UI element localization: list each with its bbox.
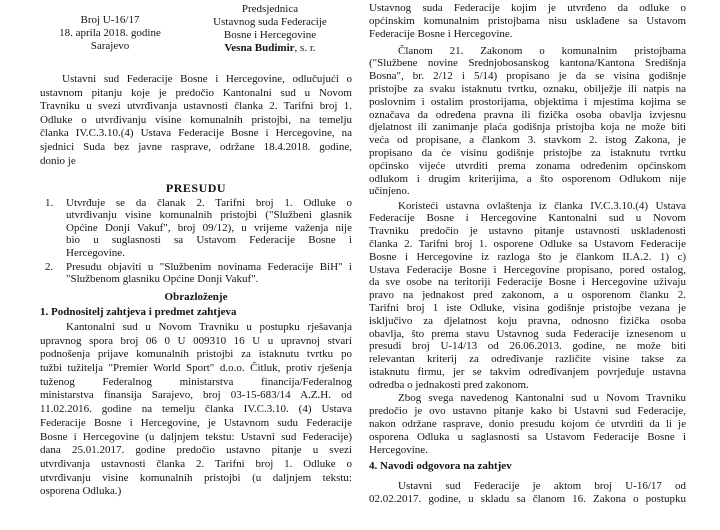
text-line: ("Službene novine Srednjobosanskog kantona/Kantona Središnja — [369, 57, 686, 70]
text-line: istaknutu firmu, jer se takvim određivanjem povrjeđuje ustavna — [369, 365, 686, 378]
decision-place: Sarajevo — [90, 40, 130, 52]
text-line: ustavnom pitanju koje je predočio Kantonalni sud u Novom — [40, 86, 352, 99]
text-line: Ustava Federacije Bosne i Hercegovine propisano, pored ostalog, — [369, 263, 686, 276]
text-line: Federacije Bosne i Hercegovine. — [369, 27, 513, 40]
text-line: pristojbe za svaku istaknutu tvrtku, oznaku, obilježje ili natpis na — [369, 82, 686, 95]
text-line: Hercegovine. — [369, 443, 428, 456]
text-line: djelatnost ili zanimanje plaća godišnja pristojba koja ne može biti — [369, 121, 686, 134]
text-line: općinsko vijeće utvrditi prema zonama određenim općinskom — [369, 159, 686, 172]
text-line: Tarifni broj 1 iste Odluke, visina godišnje pristojbe vezana je — [369, 301, 686, 314]
text-line: učinjeno. — [369, 185, 410, 198]
section-1-paragraph — [40, 321, 352, 499]
right-paragraph-3 — [369, 200, 686, 392]
court-name-line-1: Ustavnog suda Federacije — [213, 16, 327, 28]
text-line: Presudu objaviti u "Službenim novinama Federacije BiH" i — [66, 261, 352, 273]
item-text — [66, 261, 352, 286]
text-line: tuženog Federalnog ministarstva financija/Federalnog — [40, 375, 352, 388]
signer-suffix: , s. r. — [294, 42, 316, 54]
text-line: utvrđivanju visine komunalnih pristojbi ("Službeni glasnik — [66, 209, 352, 222]
text-line: poslovnim i ostalim prostorijama, objektima i mjestima kojima se — [369, 95, 686, 108]
court-name-line-2: Bosne i Hercegovine — [223, 29, 317, 41]
text-line: Bosne i Hercegovine iz razloga što je člankom II.A.2. 1) c) — [369, 250, 686, 263]
text-line: propisano da će visinu godišnje pristojbe za istaknutu tvrtku — [369, 146, 686, 159]
text-line: Članom 21. Zakonom o komunalnim pristojbama — [398, 44, 686, 57]
signer-line — [190, 42, 350, 55]
text-line: Koristeći ustavna ovlaštenja iz članka IV.C.3.10.(4) Ustava — [398, 199, 686, 212]
signature-block — [190, 3, 350, 55]
text-line: Općine Donji Vakuf", broj 09/12), u vrijeme važenja nije — [66, 221, 352, 234]
text-line: Ustavni sud Federacije Bosne i Hercegovine, odlučujući o — [62, 73, 352, 85]
item-number: 2. — [45, 261, 54, 273]
text-line: općinskim komunalnim pristojbama nisu usklađene sa Ustavom — [369, 14, 686, 27]
text-line: da sve osobe na teritoriji Federacije Bosne i Hercegovine uživaju — [369, 276, 686, 289]
text-line: 02.02.2017. godine, u skladu sa članom 16. Zakona o postupku — [369, 492, 686, 505]
item-text — [66, 197, 352, 259]
right-paragraph-2 — [369, 45, 686, 199]
text-line: Odluke o utvrđivanju visine komunalnih pristojbi, na temelju — [40, 113, 352, 126]
section-heading: 1. Podnositelj zahtjeva i predmet zahtjeva — [40, 306, 237, 318]
text-line: nakon održane rasprave, donio presudu kojom će utvrditi da li je — [369, 417, 686, 430]
text-line: pravo na jednakost pred zakonom, a u osporenom članku 2. — [369, 289, 686, 302]
case-number: Broj U-16/17 — [80, 14, 140, 26]
section-heading: 4. Navodi odgovora na zahtjev — [369, 460, 512, 472]
right-paragraph-4 — [369, 392, 686, 456]
section-4-paragraph — [369, 480, 686, 506]
text-line: članka IV.C.3.10.(4) Ustava Federacije Bosne i Hercegovine, na — [40, 127, 352, 140]
text-line: Travniku u svezi utvrđivanja ustavnosti članka 2. Tarifni broj 1. — [40, 100, 352, 113]
text-line: relevantan kriterij za određivanje različite visine takse za — [369, 353, 686, 366]
text-line: obavlja, što prema stavu Ustavnog suda Federacije iznesenom u — [369, 327, 686, 340]
text-line: Zbog svega navedenog Kantonalni sud u Novom Travniku — [398, 392, 686, 405]
text-line: utvrđivanja ustavnosti članka 2. Tarifni broj 1. Odluke o — [40, 457, 352, 470]
text-line: članka 2. Tarifni broj 1. osporene Odluke sa Ustavom Federacije — [369, 237, 686, 250]
text-line: tužbi tužitelja "Premier World Sport" d.o.o. Čitluk, protiv rješenja — [40, 362, 352, 375]
case-reference-block — [40, 14, 180, 53]
text-line: "Službenom glasniku Općine Donji Vakuf". — [66, 273, 259, 286]
text-line: upravnog spora broj 06 0 U 009310 16 U u upravnoj stvari — [40, 334, 352, 347]
text-line: presudi broj U-14/13 od 26.06.2013. godine, ne može biti — [369, 340, 686, 353]
verdict-heading: PRESUDU — [165, 181, 227, 195]
text-line: 11.02.2016. godine na temelju članka IV.C.3.10. (4) Ustava — [40, 403, 352, 416]
text-line: Ustavni sud Federacije je aktom broj U-16/17 od — [398, 480, 686, 492]
decision-date: 18. aprila 2018. godine — [59, 27, 161, 39]
right-paragraph-1 — [369, 2, 686, 40]
text-line: veća od propisane, a člankom 3. stavkom 2. istog Zakona, je — [369, 134, 686, 147]
text-line: Hercegovine. — [66, 246, 125, 259]
text-line: odlukom i drugim kriterijima, a što osporenom Odlukom nije — [369, 172, 686, 185]
text-line: donio je — [40, 154, 76, 167]
text-line: isključivo za djelatnost koju pravna, odnosno fizička osoba — [369, 314, 686, 327]
text-line: Bosne i Hercegovine (u daljnjem tekstu: Ustavni sud Federacije) — [40, 430, 352, 443]
text-line: označava da određena pravna ili fizička osoba obavlja izvjesnu — [369, 108, 686, 121]
text-line: podnošenja prijave komunalnih pristojbi za istaknutu tvrtku po — [40, 348, 352, 361]
item-number: 1. — [45, 197, 54, 209]
text-line: Bosna", br. 2/12 i 5/14) propisano je da se visina godišnje — [369, 70, 686, 83]
text-line: osporena Odluka.) — [40, 485, 122, 498]
signer-role: Predsjednica — [241, 3, 299, 15]
intro-paragraph — [40, 73, 352, 168]
signer-name: Vesna Budimir — [224, 42, 295, 54]
reasoning-heading: Obrazloženje — [164, 291, 228, 303]
text-line: Utvrđuje se da članak 2. Tarifni broj 1. Odluke o — [66, 197, 352, 209]
text-line: sjednici Suda bez javne rasprave, održane 18.4.2018. godine, — [40, 140, 352, 153]
text-line: Federacije Bosne i Hercegovine, je Ustavnom sudu Federacije — [40, 416, 352, 429]
text-line: Ustavnog suda Federacije kojim je utvrđeno da odluke o — [369, 2, 686, 14]
text-line: Kantonalni sud u Novom Travniku u postupku rješavanja — [66, 321, 352, 333]
text-line: ministarstva finansija Sarajevo, broj 03-15-683/14 A.Z.H. od — [40, 389, 352, 402]
text-line: bio u suglasnosti sa Ustavom Federacije Bosne i — [66, 234, 352, 247]
text-line: osporena Odluka u saglasnosti sa Ustavom Federacije Bosne i — [369, 430, 686, 443]
text-line: odredba o jednakosti pred zakonom. — [369, 378, 529, 391]
text-line: dana 25.01.2017. godine predočio ustavno pitanje u svezi — [40, 444, 352, 457]
text-line: Federacije Bosne i Hercegovine Kantonalni sud u Novom — [369, 212, 686, 225]
text-line: utvrđivanju visine komunalnih pristojbi (u daljnjem tekstu: — [40, 471, 352, 484]
text-line: predočio je ovo ustavno pitanje kako bi Ustavni sud Federacije, — [369, 405, 686, 418]
text-line: Travniku predočio je ustavno pitanje ustavnosti uskladenosti — [369, 225, 686, 238]
